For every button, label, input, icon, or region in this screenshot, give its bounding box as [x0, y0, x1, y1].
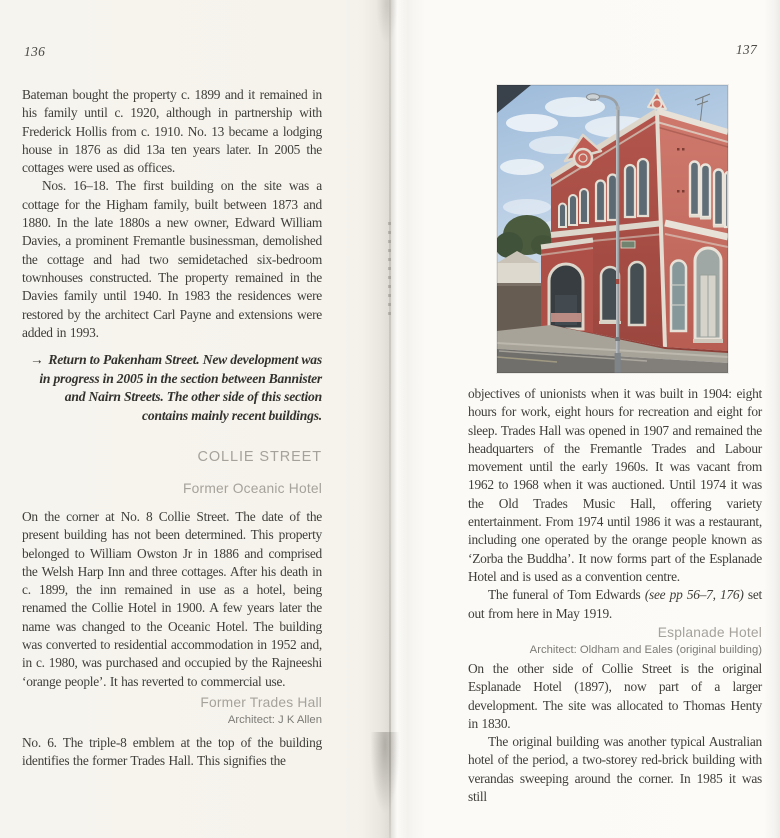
body-paragraph: [468, 586, 762, 623]
body-paragraph: Bateman bought the property c. 1899 and it remained in his family until c. 1920, although in partnership with Frederick Hollis from c. 1910. No. 13 became a lodging house in 1876 as did 13a ten years later. In 2005 the cottages were used as offices.: [22, 87, 322, 176]
right-body-block-2: [468, 660, 762, 806]
building-heading-oceanic: Former Oceanic Hotel: [183, 481, 322, 496]
body-paragraph: On the other side of Collie Street is the original Esplanade Hotel (1897), now part of a larger development. The site was allocated to Thomas Henty in 1830.: [468, 661, 762, 731]
funeral-text-end: set out from here in May 1919.: [468, 587, 762, 621]
funeral-text: The funeral of Tom Edwards: [488, 587, 645, 603]
body-paragraph: Nos. 16–18. The first building on the site was a cottage for the Higham family, built between 1873 and 1880. In the late 1880s a new owner, Edward William Davies, a prominent Fremantle businessman, demolished the cottage and had two semidetached six-bedroom townhouses constructed. The property remained in the Davies family until 1940. In 1983 the residences were restored by the architect Carl Payne and extensions were added in 1993.: [22, 178, 322, 340]
gutter-shadow-top: [374, 0, 400, 60]
architect-credit: Architect: Oldham and Eales (original building): [529, 644, 762, 656]
walk-direction-note: [22, 351, 322, 425]
gutter-shadow-bottom: [368, 732, 402, 838]
background-houses: [497, 251, 545, 331]
body-paragraph: On the corner at No. 8 Collie Street. The date of the present building has not been determined. This property belonged to William Owston Jr in 1886 and comprised the Welsh Harp Inn and three cottages. After his death in c. 1899, the inn remained in use as a hotel, being renamed the Collie Hotel in 1900. A few years later the name was changed to the Oceanic Hotel. The building was converted to residential accommodation in 1952 and, in c. 1980, was purchased and occupied by the Rajneeshi ‘orange people’. It has reverted to commercial use.: [22, 509, 322, 689]
page-number-right: 137: [735, 42, 757, 57]
building-heading-esplanade: Esplanade Hotel: [657, 625, 762, 640]
binding-stitches: [388, 222, 391, 318]
cross-reference: (see pp 56–7, 176): [644, 587, 744, 603]
street-heading: COLLIE STREET: [197, 449, 322, 465]
page-number-left: 136: [24, 44, 46, 59]
return-arrow-icon: →: [29, 352, 44, 367]
trades-hall-photo: [497, 85, 728, 373]
body-paragraph: The original building was another typical Australian hotel of the period, a two-storey red-brick building with verandas sweeping around the corner. In 1985 it was still: [468, 734, 762, 805]
building-heading-trades: Former Trades Hall: [200, 695, 322, 710]
page-edge-shadow: [764, 0, 780, 838]
building-porch-wing: [541, 240, 593, 335]
book-spine-line: [389, 0, 391, 838]
collie-street-section: [22, 449, 322, 691]
street-sign: [621, 241, 635, 248]
right-body-block-1: [468, 385, 762, 623]
trades-hall-section: [22, 694, 322, 771]
book-gutter-shadow: [362, 0, 426, 838]
walk-direction-text: Return to Pakenham Street. New development was in progress in 2005 in the section between Bannister and Nairn Streets. The other side of this section contains mainly recent buildings.: [39, 352, 322, 423]
architect-credit: Architect: J K Allen: [227, 714, 322, 726]
left-body-block-1: [22, 86, 322, 342]
esplanade-heading-block: [468, 624, 762, 657]
body-paragraph: No. 6. The triple-8 emblem at the top of the building identifies the former Trades Hall. This signifies the: [22, 735, 322, 769]
body-paragraph: objectives of unionists when it was built in 1904: eight hours for work, eight hours for recreation and eight for sleep. Trades Hall was opened in 1907 and remained the headquarters of the Fremantle Trades and Labour movement until the early 1960s. It was vacant from 1962 to 1968 when it was auctioned. Until 1974 it was the Old Trades Music Hall, offering variety entertainment. From 1974 until 1986 it was a restaurant, including one operated by the orange people known as ‘Zorba the Buddha’. It now forms part of the Esplanade Hotel and is used as a convention centre.: [468, 386, 762, 584]
